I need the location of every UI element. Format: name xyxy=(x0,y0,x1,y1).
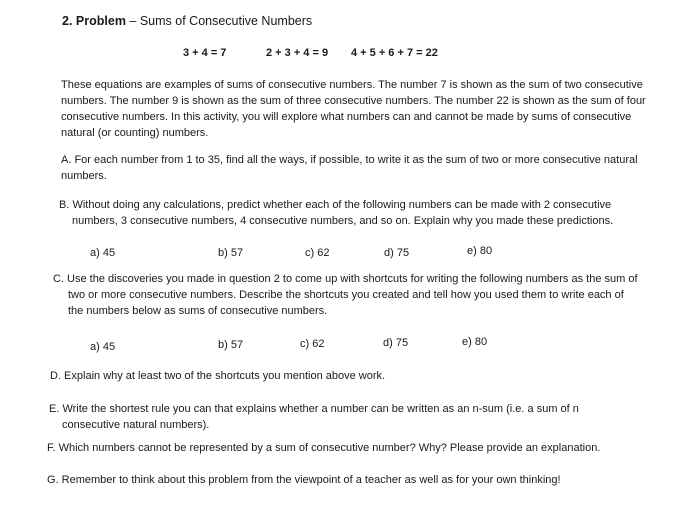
part-f: F. Which numbers cannot be represented by a sum of consecutive number? Why? Please provide an explanation. xyxy=(47,442,601,454)
part-b-option-d: d) 75 xyxy=(384,247,410,259)
part-c-option-e: e) 80 xyxy=(462,336,488,348)
title-dash: – xyxy=(125,14,140,28)
intro-line: consecutive numbers. In this activity, you will explore what numbers can and cannot be made by sums of consecutive xyxy=(61,111,632,123)
problem-subtitle: Sums of Consecutive Numbers xyxy=(139,14,313,28)
intro-line: natural (or counting) numbers. xyxy=(61,127,209,139)
part-b xyxy=(59,197,613,229)
part-c-line: the numbers below as sums of consecutive numbers. xyxy=(68,305,328,317)
part-e-line: consecutive natural numbers). xyxy=(62,419,210,431)
problem-title xyxy=(62,14,312,28)
problem-label: Problem xyxy=(75,14,126,28)
part-c-option-d: d) 75 xyxy=(383,337,409,349)
part-c-option-a: a) 45 xyxy=(90,341,116,353)
part-b-line: B. Without doing any calculations, predict whether each of the following numbers can be made with 2 consecutive xyxy=(59,199,612,211)
part-c-line: C. Use the discoveries you made in question 2 to come up with shortcuts for writing the following numbers as the sum of xyxy=(53,273,638,285)
part-c-line: two or more consecutive numbers. Describe the shortcuts you created and tell how you used them to write each of xyxy=(68,289,624,301)
part-a-line: numbers. xyxy=(61,170,107,182)
intro-paragraph xyxy=(61,77,646,141)
part-c xyxy=(53,271,638,319)
part-d: D. Explain why at least two of the shortcuts you mention above work. xyxy=(50,370,386,382)
part-a xyxy=(61,152,638,184)
intro-line: These equations are examples of sums of consecutive numbers. The number 7 is shown as the sum of two consecutive xyxy=(61,79,643,91)
equation-3: 4 + 5 + 6 + 7 = 22 xyxy=(351,47,438,59)
equation-1: 3 + 4 = 7 xyxy=(183,47,227,59)
part-a-line: A. For each number from 1 to 35, find all the ways, if possible, to write it as the sum of two or more consecutive natural xyxy=(61,154,638,166)
part-b-option-c: c) 62 xyxy=(305,247,330,259)
equation-2: 2 + 3 + 4 = 9 xyxy=(266,47,329,59)
part-g: G. Remember to think about this problem from the viewpoint of a teacher as well as for your own thinking! xyxy=(47,474,561,486)
part-c-option-c: c) 62 xyxy=(300,338,325,350)
problem-number: 2. xyxy=(62,14,73,28)
part-b-option-b: b) 57 xyxy=(218,247,244,259)
part-b-option-a: a) 45 xyxy=(90,247,116,259)
part-b-option-e: e) 80 xyxy=(467,245,493,257)
part-c-option-b: b) 57 xyxy=(218,339,244,351)
intro-line: numbers. The number 9 is shown as the sum of three consecutive numbers. The number 22 is shown as the sum of four xyxy=(61,95,646,107)
part-b-line: numbers, 3 consecutive numbers, 4 consecutive numbers, and so on. Explain why you made these predictions. xyxy=(72,215,614,227)
part-e-line: E. Write the shortest rule you can that explains whether a number can be written as an n-sum (i.e. a sum of n xyxy=(49,403,579,415)
part-e xyxy=(49,401,579,433)
